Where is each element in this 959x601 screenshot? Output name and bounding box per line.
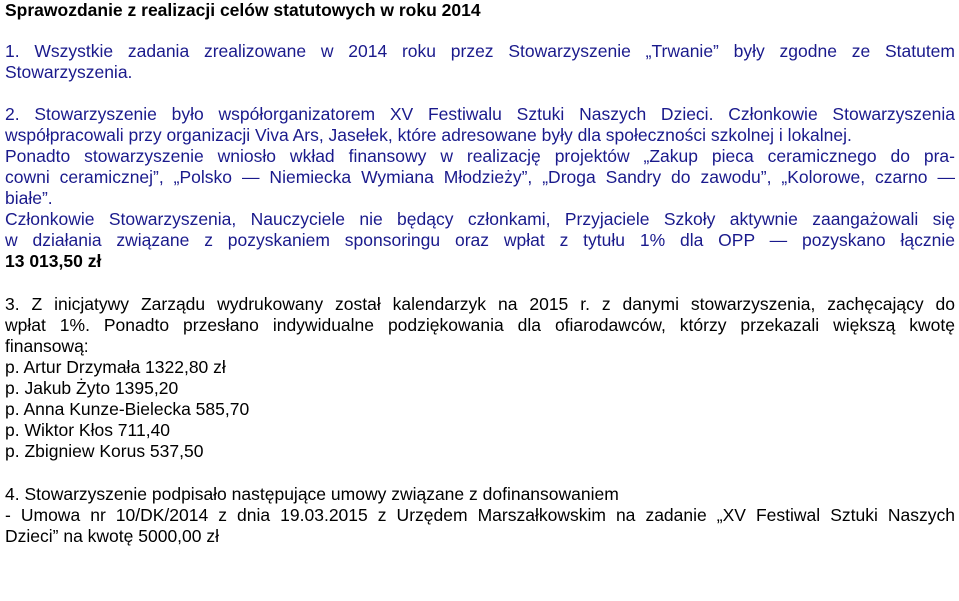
item2-line3: Ponadto stowarzyszenie wniosło wkład finansowy w realizację projektów „Zakup pieca ceramicznego do pra-	[5, 146, 955, 166]
donor-item: p. Anna Kunze-Bielecka 585,70	[5, 399, 250, 419]
item2-line4: cowni ceramicznej”, „Polsko — Niemiecka Wymiana Młodzieży”, „Droga Sandry do zawodu”, „Kolorowe, czarno —	[5, 167, 955, 187]
item1-line2: Stowarzyszenia.	[5, 62, 133, 82]
item3-line1: 3. Z inicjatywy Zarządu wydrukowany został kalendarzyk na 2015 r. z danymi stowarzyszenia, zachęcający do	[5, 294, 955, 314]
donor-item: p. Zbigniew Korus 537,50	[5, 441, 204, 461]
item1-line1: 1. Wszystkie zadania zrealizowane w 2014 roku przez Stowarzyszenie „Trwanie” były zgodne ze Statutem	[5, 41, 955, 61]
item2-line6: Członkowie Stowarzyszenia, Nauczyciele nie będący członkami, Przyjaciele Szkoły aktywnie zaangażowali się	[5, 209, 955, 229]
item2-total-amount: 13 013,50 zł	[5, 251, 102, 271]
item4-line2: - Umowa nr 10/DK/2014 z dnia 19.03.2015 z Urzędem Marszałkowskim na zadanie „XV Festiwal Sztuki Naszych	[5, 505, 955, 525]
item4-line3: Dzieci” na kwotę 5000,00 zł	[5, 526, 219, 546]
item2-line5: białe”.	[5, 188, 53, 208]
item2-line1: 2. Stowarzyszenie było współorganizatorem XV Festiwalu Sztuki Naszych Dzieci. Członkowie Stowarzyszenia	[5, 104, 955, 124]
donor-item: p. Jakub Żyto 1395,20	[5, 378, 179, 398]
document-title: Sprawozdanie z realizacji celów statutowych w roku 2014	[5, 0, 481, 20]
donor-item: p. Artur Drzymała 1322,80 zł	[5, 357, 226, 377]
item2-line7: w działania związane z pozyskaniem sponsoringu oraz wpłat z tytułu 1% dla OPP — pozyskano łącznie	[5, 230, 955, 250]
donor-item: p. Wiktor Kłos 711,40	[5, 420, 171, 440]
item4-line1: 4. Stowarzyszenie podpisało następujące umowy związane z dofinansowaniem	[5, 484, 619, 504]
item3-line2: wpłat 1%. Ponadto przesłano indywidualne podziękowania dla ofiarodawców, którzy przekazali większą kwotę	[5, 315, 955, 335]
item2-line2: współpracowali przy organizacji Viva Ars, Jasełek, które adresowane były dla społeczności szkolnej i lokalnej.	[5, 125, 852, 145]
item3-line3: finansową:	[5, 336, 89, 356]
